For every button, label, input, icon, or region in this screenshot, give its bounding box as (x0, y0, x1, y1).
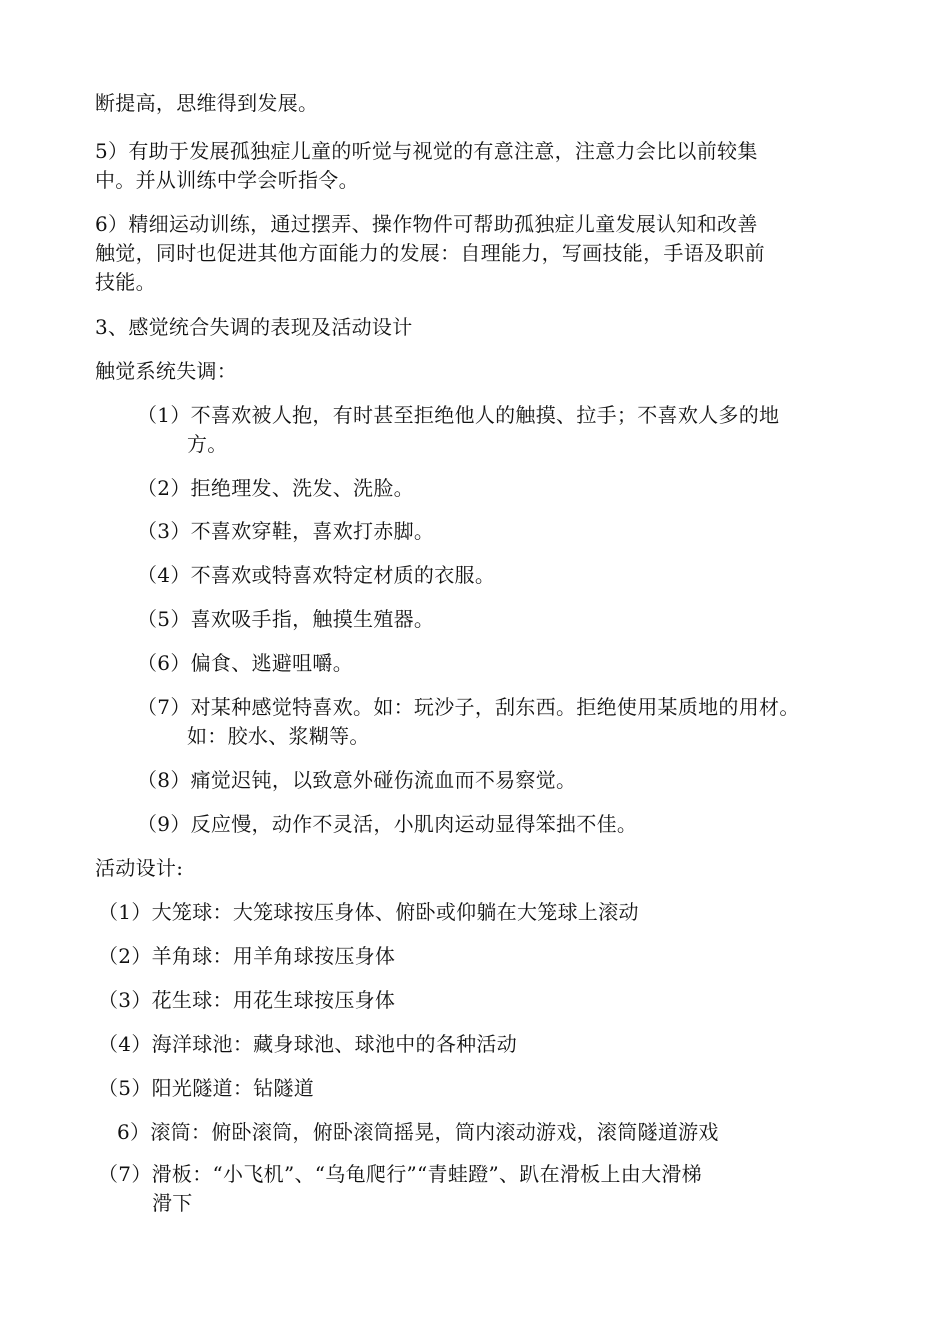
tactile-item-9: （9）反应慢，动作不灵活，小肌肉运动显得笨拙不佳。 (137, 812, 638, 836)
paragraph-6-line-1: 6）精细运动训练，通过摆弄、操作物件可帮助孤独症儿童发展认知和改善 (95, 212, 758, 236)
tactile-item-1-line-2: 方。 (187, 432, 228, 456)
section-3-heading: 3、感觉统合失调的表现及活动设计 (95, 315, 413, 339)
tactile-item-8: （8）痛觉迟钝，以致意外碰伤流血而不易察觉。 (137, 768, 577, 792)
activity-item-1: （1）大笼球：大笼球按压身体、俯卧或仰躺在大笼球上滚动 (98, 900, 639, 924)
intro-paragraph-continuation: 断提高，思维得到发展。 (95, 91, 319, 115)
activity-item-6: 6）滚筒：俯卧滚筒，俯卧滚筒摇晃，筒内滚动游戏，滚筒隧道游戏 (117, 1120, 719, 1144)
tactile-item-6: （6）偏食、逃避咀嚼。 (137, 651, 354, 675)
activity-item-4: （4）海洋球池：藏身球池、球池中的各种活动 (98, 1032, 518, 1056)
paragraph-5-line-2: 中。并从训练中学会听指令。 (95, 168, 359, 192)
tactile-item-7-line-1: （7）对某种感觉特喜欢。如：玩沙子，刮东西。拒绝使用某质地的用材。 (137, 695, 800, 719)
paragraph-5-line-1: 5）有助于发展孤独症儿童的听觉与视觉的有意注意，注意力会比以前较集 (95, 139, 758, 163)
activity-item-5: （5）阳光隧道：钻隧道 (98, 1076, 315, 1100)
activity-item-3: （3）花生球：用花生球按压身体 (98, 988, 396, 1012)
tactile-item-4: （4）不喜欢或特喜欢特定材质的衣服。 (137, 563, 496, 587)
activity-item-7-line-2: 滑下 (152, 1191, 193, 1215)
tactile-item-7-line-2: 如：胶水、浆糊等。 (187, 724, 370, 748)
activity-heading: 活动设计: (95, 856, 184, 880)
tactile-item-2: （2）拒绝理发、洗发、洗脸。 (137, 476, 414, 500)
tactile-heading: 触觉系统失调： (95, 359, 238, 383)
tactile-item-3: （3）不喜欢穿鞋，喜欢打赤脚。 (137, 519, 435, 543)
activity-item-7-line-1: （7）滑板：“小飞机”、“乌龟爬行”“青蛙蹬”、趴在滑板上由大滑梯 (98, 1162, 702, 1186)
paragraph-6-line-2: 触觉，同时也促进其他方面能力的发展：自理能力，写画技能，手语及职前 (95, 241, 765, 265)
tactile-item-1-line-1: （1）不喜欢被人抱，有时甚至拒绝他人的触摸、拉手；不喜欢人多的地 (137, 403, 780, 427)
paragraph-6-line-3: 技能。 (95, 270, 156, 294)
activity-item-2: （2）羊角球：用羊角球按压身体 (98, 944, 396, 968)
tactile-item-5: （5）喜欢吸手指，触摸生殖器。 (137, 607, 435, 631)
